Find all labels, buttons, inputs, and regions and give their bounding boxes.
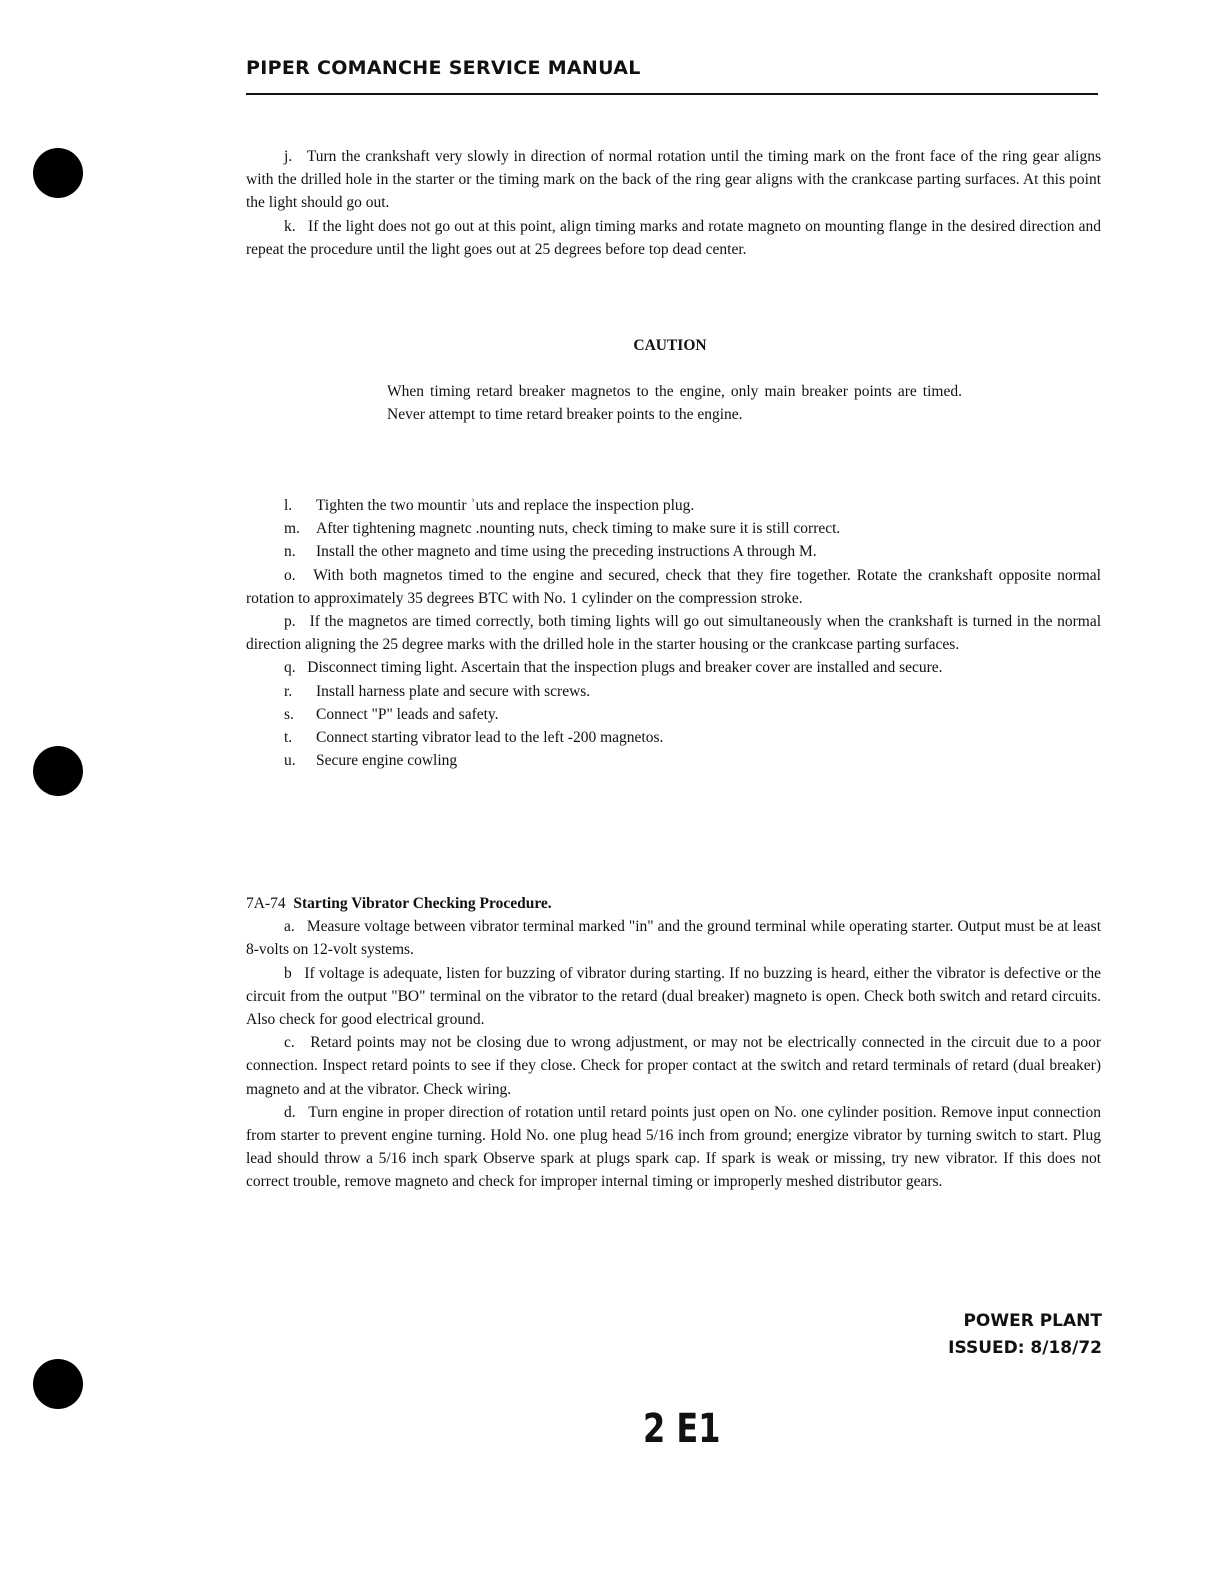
step-label: b xyxy=(284,964,292,982)
step-label: k. xyxy=(284,217,296,235)
step-c xyxy=(246,1031,1101,1101)
step-label: d. xyxy=(284,1103,296,1121)
step-label: a. xyxy=(284,918,295,936)
step-text: Secure engine cowling xyxy=(316,752,458,770)
step-label: n. xyxy=(284,543,296,561)
step-label: l. xyxy=(284,497,293,514)
step-text: Install harness plate and secure with screws. xyxy=(316,682,591,700)
step-text: Retard points may not be closing due to wrong adjustment, or may not be electrically connected in the circuit due to a poor connection. Inspect retard points to see if they close. Check for proper contact at the switch and retard terminals of retard (dual breaker) magneto and at the vibrator. Check wiring. xyxy=(246,1034,1102,1098)
step-d xyxy=(246,1101,1101,1194)
step-j xyxy=(246,145,1101,215)
step-label: t. xyxy=(284,729,293,747)
step-m xyxy=(246,517,1101,540)
footer-issued-date: ISSUED: 8/18/72 xyxy=(948,1338,1102,1358)
step-text: Disconnect timing light. Ascertain that the inspection plugs and breaker cover are installed and secure. xyxy=(307,659,943,677)
page-number: 2 E1 xyxy=(643,1406,721,1452)
section-number: 7A-74 xyxy=(246,895,286,912)
step-label: r. xyxy=(284,682,293,700)
step-text: Tighten the two mountir ʾuts and replace the inspection plug. xyxy=(316,497,695,514)
step-text: With both magnetos timed to the engine and secured, check that they fire together. Rotate the crankshaft opposite normal rotation to approximately 35 degrees BTC with No. 1 cylinder on the compression stroke. xyxy=(246,566,1101,607)
step-p xyxy=(246,610,1101,656)
step-text: Install the other magneto and time using the preceding instructions A through M. xyxy=(316,543,817,561)
step-label: m. xyxy=(284,520,300,538)
step-text: If the light does not go out at this point, align timing marks and rotate magneto on mounting flange in the desired direction and repeat the procedure until the light goes out at 25 degrees before top dead center. xyxy=(246,217,1101,258)
section-7a-74 xyxy=(246,892,1101,1194)
step-q xyxy=(246,656,1101,679)
step-k xyxy=(246,215,1101,261)
section-heading xyxy=(246,892,1101,915)
step-l xyxy=(246,494,1101,517)
binder-hole-middle xyxy=(33,746,83,796)
step-label: p. xyxy=(284,613,296,631)
step-label: s. xyxy=(284,705,294,723)
step-a xyxy=(246,915,1101,961)
step-label: c. xyxy=(284,1034,295,1052)
step-text: If the magnetos are timed correctly, both timing lights will go out simultaneously when the crankshaft is turned in the normal direction aligning the 25 degree marks with the drilled hole in the starter housing or the crankcase parting surfaces. xyxy=(246,613,1102,654)
manual-title: PIPER COMANCHE SERVICE MANUAL xyxy=(246,57,641,79)
step-s xyxy=(246,703,1101,726)
step-text: Turn engine in proper direction of rotation until retard points just open on No. one cylinder position. Remove input connection from starter to prevent engine turning. Hold No. one plug head 5/16 inch from ground; energize vibrator by turning switch to start. Plug lead should throw a 5/16 inch spark Observe spark at plugs spark cap. If spark is weak or missing, try new vibrator. If this does not correct trouble, remove magneto and check for improper internal timing or improperly meshed distributor gears. xyxy=(246,1103,1101,1191)
step-text: After tightening magnetc .nounting nuts, check timing to make sure it is still correct. xyxy=(316,520,841,538)
caution-title: CAUTION xyxy=(633,337,707,354)
step-label: j. xyxy=(284,148,293,165)
step-t xyxy=(246,726,1101,749)
step-b xyxy=(246,962,1101,1032)
binder-hole-top xyxy=(33,148,83,198)
caution-body: When timing retard breaker magnetos to the engine, only main breaker points are timed. Never attempt to time retard breaker points to the engine. xyxy=(387,383,962,424)
step-text: Connect "P" leads and safety. xyxy=(316,705,499,723)
step-label: u. xyxy=(284,752,296,770)
step-label: o. xyxy=(284,566,296,584)
step-n xyxy=(246,540,1101,563)
step-u xyxy=(246,749,1101,772)
step-label: q. xyxy=(284,659,296,677)
step-text: Connect starting vibrator lead to the left -200 magnetos. xyxy=(316,729,664,747)
footer-block xyxy=(948,1308,1102,1362)
header-rule xyxy=(246,93,1098,95)
binder-hole-bottom xyxy=(33,1359,83,1409)
section-title: Starting Vibrator Checking Procedure. xyxy=(293,895,552,912)
step-text: Turn the crankshaft very slowly in direction of normal rotation until the timing mark on the front face of the ring gear aligns with the drilled hole in the starter or the timing mark on the back of the ring gear aligns with the crankcase parting surfaces. At this point the light should go out. xyxy=(246,148,1101,212)
steps-top xyxy=(246,145,1101,261)
step-text: If voltage is adequate, listen for buzzing of vibrator during starting. If no buzzing is heard, either the vibrator is defective or the circuit from the output "BO" terminal on the vibrator to the retard (dual breaker) magneto is open. Check both switch and retard circuits. Also check for good electrical ground. xyxy=(246,964,1101,1029)
footer-section: POWER PLANT xyxy=(963,1311,1102,1331)
steps-middle xyxy=(246,494,1101,772)
step-r xyxy=(246,680,1101,703)
step-o xyxy=(246,564,1101,610)
step-text: Measure voltage between vibrator terminal marked "in" and the ground terminal while operating starter. Output must be at least 8-volts on 12-volt systems. xyxy=(246,918,1102,959)
